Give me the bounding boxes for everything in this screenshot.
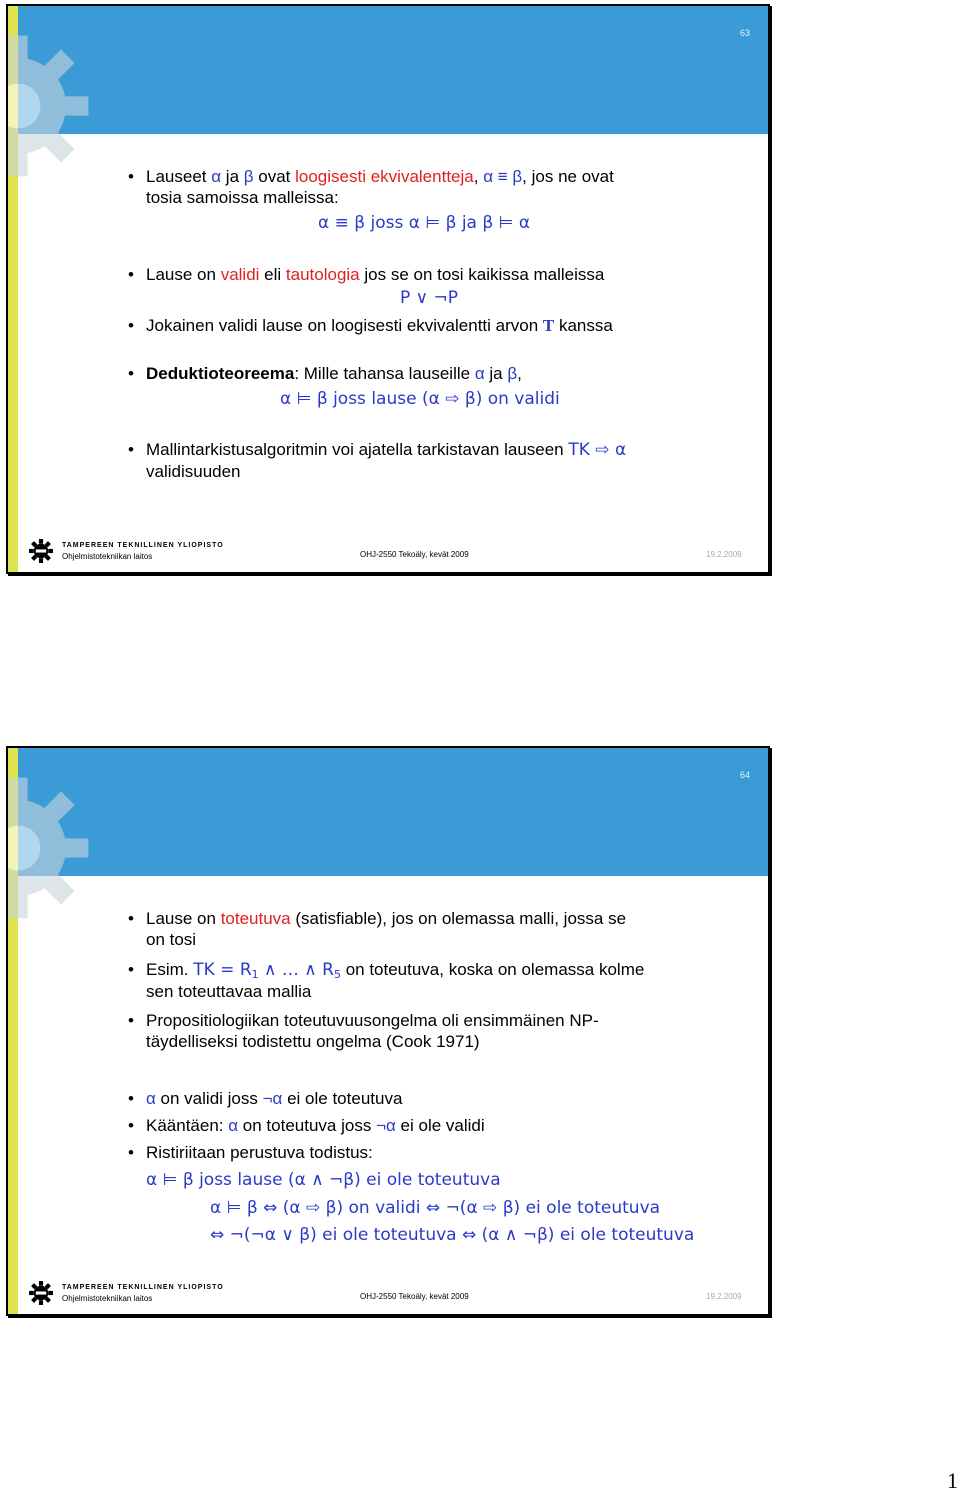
formula-deduction: α ⊨ β joss lause (α ⇨ β) on validi (280, 389, 560, 409)
text: ei ole toteutuva (282, 1089, 403, 1108)
course-name: OHJ-2550 Tekoäly, kevät 2009 (360, 550, 469, 559)
formula-inline (193, 960, 341, 980)
formula-contradiction-3: ⇔ ¬(¬α ∨ β) ei ole toteutuva ⇔ (α ∧ ¬β) ei ole toteutuva (210, 1225, 695, 1245)
text: Ristiriitaan perustuva todistus: (146, 1143, 373, 1162)
text: täydelliseksi todistettu ongelma (Cook 1971) (146, 1032, 480, 1051)
bullet-model-checking (126, 439, 746, 482)
symbol-beta: β (507, 364, 518, 383)
text: Kääntäen: (146, 1116, 229, 1135)
formula-inline: TK ⇨ α (568, 440, 627, 460)
text: Lause on (146, 265, 221, 284)
highlight-term: tautologia (285, 265, 360, 284)
symbol-alpha: α (474, 364, 485, 383)
slide-date: 19.2.2009 (706, 550, 742, 559)
text: Jokainen validi lause on loogisesti ekvivalentti arvon (146, 316, 543, 335)
text: kanssa (554, 316, 613, 335)
text: (satisfiable), jos on olemassa malli, jossa se (290, 909, 627, 928)
formula-contradiction-1: α ⊨ β joss lause (α ∧ ¬β) ei ole toteutuva (146, 1170, 501, 1190)
text: Propositiologiikan toteutuvuusongelma oli ensimmäinen NP- (146, 1011, 599, 1030)
bullet-validity (126, 264, 746, 285)
bullet-valid-unsatisfiable (126, 1088, 746, 1109)
university-name: TAMPEREEN TEKNILLINEN YLIOPISTO (62, 1284, 224, 1291)
text: on tosi (146, 930, 197, 949)
slide-footer (8, 1276, 768, 1314)
university-logo-icon (28, 1280, 54, 1306)
text: Lause on (146, 909, 221, 928)
text: ei ole validi (395, 1116, 485, 1135)
text: : Mille tahansa lauseille (294, 364, 475, 383)
subscript: 1 (251, 968, 259, 981)
slide-number: 63 (739, 28, 750, 38)
text: ja (221, 167, 244, 186)
university-logo-icon (28, 538, 54, 564)
subscript: 5 (333, 968, 341, 981)
formula-contradiction-2: α ⊨ β ⇔ (α ⇨ β) on validi ⇔ ¬(α ⇨ β) ei ole toteutuva (210, 1198, 661, 1218)
text: , jos ne ovat (522, 167, 614, 186)
highlight-term: loogisesti ekvivalentteja (295, 167, 474, 186)
symbol-not-alpha: ¬α (262, 1089, 283, 1108)
slide-date: 19.2.2009 (706, 1292, 742, 1301)
highlight-term: toteutuva (220, 909, 291, 928)
text: sen toteuttavaa mallia (146, 982, 312, 1001)
slide-header-band (8, 6, 768, 134)
text: , (473, 167, 484, 186)
symbol-alpha: α (211, 167, 222, 186)
bullet-contradiction-proof (126, 1142, 746, 1163)
department-name: Ohjelmistotekniikan laitos (62, 552, 153, 561)
formula-equivalence: α ≡ β joss α ⊨ β ja β ⊨ α (318, 213, 531, 233)
bullet-example (126, 959, 746, 1002)
department-name: Ohjelmistotekniikan laitos (62, 1294, 153, 1303)
gear-icon (6, 768, 98, 928)
equivalence-formula: α ≡ β (483, 167, 523, 186)
text: Esim. (146, 960, 194, 979)
text: validisuuden (146, 462, 241, 481)
slide-number: 64 (739, 770, 750, 780)
bullet-logical-equivalence (126, 166, 746, 208)
slide-header-band (8, 748, 768, 876)
bullet-conversely (126, 1115, 746, 1136)
text: on validi joss (155, 1089, 263, 1108)
slide-64 (6, 746, 770, 1316)
text: Lauseet (146, 167, 212, 186)
symbol-alpha: α (228, 1116, 239, 1135)
text: Mallintarkistusalgoritmin voi ajatella tarkistavan lauseen (146, 440, 569, 459)
text: ovat (253, 167, 296, 186)
bullet-valid-equivalent-true (126, 315, 746, 336)
text: tosia samoissa malleissa: (146, 188, 339, 207)
symbol-beta: β (243, 167, 254, 186)
symbol-alpha: α (146, 1089, 156, 1108)
text: ja (484, 364, 508, 383)
text: eli (259, 265, 286, 284)
text: on toteutuva, koska on olemassa kolme (340, 960, 645, 979)
bullet-np-complete (126, 1010, 746, 1052)
page-number: 1 (947, 1468, 958, 1493)
slide-63 (6, 4, 770, 574)
text: on toteutuva joss (238, 1116, 377, 1135)
term-bold: Deduktioteoreema (146, 364, 295, 383)
bullet-satisfiable (126, 908, 746, 950)
highlight-term: validi (220, 265, 260, 284)
formula-tautology: P ∨ ¬P (400, 288, 458, 308)
text: TK = R (193, 960, 252, 980)
gear-icon (6, 26, 98, 186)
course-name: OHJ-2550 Tekoäly, kevät 2009 (360, 1292, 469, 1301)
text: ∧ … ∧ R (258, 960, 334, 980)
symbol-true: T (542, 316, 555, 335)
symbol-not-alpha: ¬α (376, 1116, 396, 1135)
text: , (517, 364, 522, 383)
slide-footer (8, 534, 768, 572)
university-name: TAMPEREEN TEKNILLINEN YLIOPISTO (62, 542, 224, 549)
text: jos se on tosi kaikissa malleissa (359, 265, 605, 284)
bullet-deduction-theorem (126, 363, 746, 384)
